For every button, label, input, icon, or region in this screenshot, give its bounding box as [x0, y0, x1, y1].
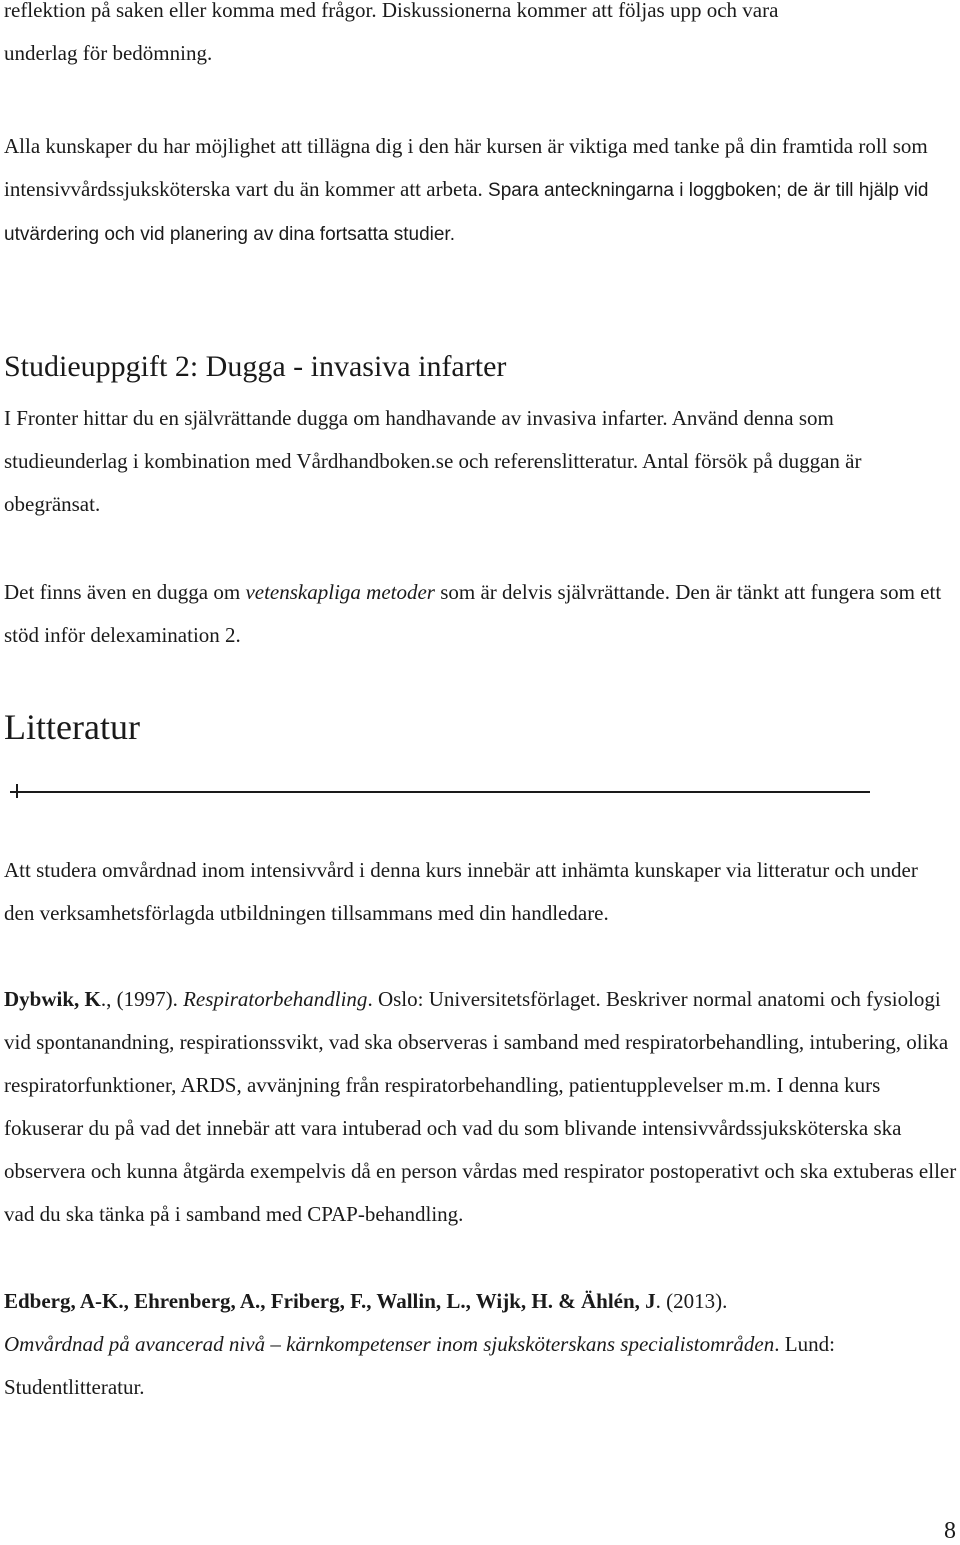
reference-year: ., (1997). [100, 987, 184, 1011]
logbook-note: Spara anteckningarna i loggboken; de är till hjälp vid utvärdering och vid planering av dina fortsatta studier. [4, 180, 929, 245]
reference-title-2: Omvårdnad på avancerad nivå – kärnkompetenser inom sjuksköterskans specialistområden [4, 1332, 775, 1356]
study-task-paragraph: I Fronter hittar du en självrättande dugga om handhavande av invasiva infarter. Använd denna som studieunderlag i kombination med Vårdhandboken.se och referenslitteratur. Antal försök på duggan är obegränsat. [4, 406, 862, 516]
knowledge-paragraph [4, 125, 939, 256]
top-paragraph [4, 0, 956, 75]
reference-authors: Edberg, A-K., Ehrenberg, A., Friberg, F., Wallin, L., Wijk, H. & Ählén, J [4, 1289, 656, 1313]
reference-edberg [4, 1280, 934, 1409]
page-number: 8 [944, 1518, 956, 1544]
literature-intro: Att studera omvårdnad inom intensivvård i denna kurs innebär att inhämta kunskaper via litteratur och under den verksamhetsförlagda utbildningen tillsammans med din handledare. [4, 858, 918, 925]
top-paragraph-line1: reflektion på saken eller komma med frågor. Diskussionerna kommer att följas upp och vara [4, 0, 779, 22]
study-task-heading: Studieuppgift 2: Dugga - invasiva infarter [4, 350, 507, 383]
study-task-paragraph-2 [4, 571, 944, 657]
reference-description: Beskriver normal anatomi och fysiologi vid spontanandning, respirationssvikt, vad ska observeras i samband med respiratorbehandling, intubering, olika respiratorfunktioner, ARDS, avvänjning från respiratorbehandling, patientupplevelser m.m. I denna kurs fokuserar du på vad det innebär att vara intuberad och vad du som blivande intensivvårdssjuksköterska ska observera och kunna åtgärda exempelvis då en person vårdas med respirator postoperativt och ska extuberas eller vad du ska tänka på i samband med CPAP-behandling. [4, 987, 957, 1226]
knowledge-paragraph-serif: Alla kunskaper du har möjlighet att tillägna dig i den här kursen är viktiga med tanke på din framtida roll som intensivvårdssjuksköterska vart du än kommer att arbeta. [4, 134, 928, 201]
reference-dybwik [4, 978, 960, 1236]
scientific-methods-italic: vetenskapliga metoder [245, 580, 435, 604]
heading-rule-tick [16, 784, 18, 798]
heading-rule [10, 791, 870, 793]
reference-publisher-2: . Lund: Studentlitteratur. [4, 1332, 835, 1399]
reference-publisher: . Oslo: Universitetsförlaget. [367, 987, 606, 1011]
literature-heading: Litteratur [4, 707, 140, 747]
dugga-text-after: som är delvis självrättande. Den är tänkt att fungera som ett stöd inför delexamination 2. [4, 580, 942, 647]
dugga-text-before: Det finns även en dugga om [4, 580, 246, 604]
reference-author: Dybwik, K [4, 987, 101, 1011]
reference-title: Respiratorbehandling [183, 987, 368, 1011]
top-paragraph-line2: underlag för bedömning. [4, 41, 213, 65]
reference-year-2: . (2013). [655, 1289, 728, 1313]
